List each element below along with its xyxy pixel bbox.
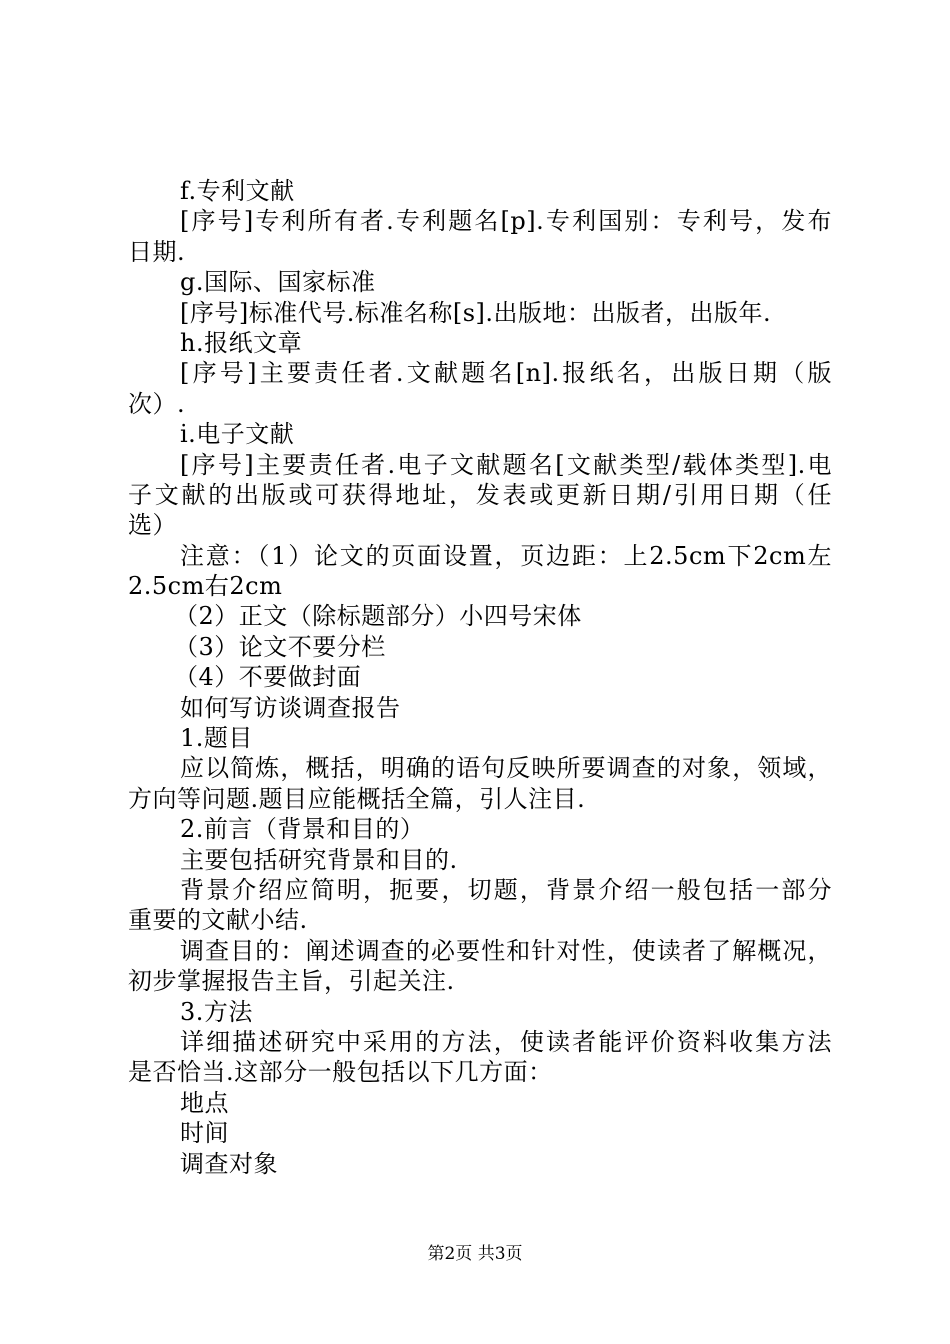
text-line: 是否恰当.这部分一般包括以下几方面： [128, 1058, 553, 1087]
text-line: 调查目的：阐述调查的必要性和针对性，使读者了解概况， [180, 936, 832, 965]
note-item: （3）论文不要分栏 [174, 632, 386, 661]
note-line: 注意：（1）论文的页面设置，页边距：上2.5cm下2cm左 [180, 541, 832, 570]
text-line: 背景介绍应简明，扼要，切题，背景介绍一般包括一部分 [180, 875, 832, 904]
list-item: 调查对象 [180, 1149, 278, 1178]
text-line: 主要包括研究背景和目的. [180, 845, 458, 874]
text-line: 初步掌握报告主旨，引起关注. [128, 967, 455, 996]
text-line: 重要的文献小结. [128, 906, 308, 935]
text-line: [序号]主要责任者.电子文献题名[文献类型/载体类型].电 [180, 450, 832, 479]
text-line: [序号]专利所有者.专利题名[p].专利国别：专利号，发布 [180, 207, 832, 236]
note-item: （4）不要做封面 [174, 663, 362, 692]
text-line: 应以简炼，概括，明确的语句反映所要调查的对象，领域， [180, 754, 832, 783]
text-line: 次）. [128, 389, 186, 418]
text-line: [序号]标准代号.标准名称[s].出版地：出版者，出版年. [180, 298, 772, 327]
text-line: 选） [128, 511, 177, 540]
text-line: 子文献的出版或可获得地址，发表或更新日期/引用日期（任 [128, 480, 832, 509]
note-line: 2.5cm右2cm [128, 572, 283, 601]
heading-newspaper: h.报纸文章 [180, 328, 303, 357]
text-line: 方向等问题.题目应能概括全篇，引人注目. [128, 784, 586, 813]
heading-title: 1.题目 [180, 724, 253, 753]
heading-preface: 2.前言（背景和目的） [180, 815, 425, 844]
list-item: 地点 [180, 1088, 229, 1117]
text-line: [序号]主要责任者.文献题名[n].报纸名，出版日期（版 [180, 359, 832, 388]
heading-patent: f.专利文献 [180, 177, 295, 205]
section-title: 如何写访谈调查报告 [180, 693, 401, 722]
document-body [128, 176, 832, 1179]
list-item: 时间 [180, 1119, 229, 1148]
heading-electronic: i.电子文献 [180, 420, 295, 449]
text-line: 详细描述研究中采用的方法，使读者能评价资料收集方法 [180, 1027, 832, 1056]
page-number: 第2页 共3页 [427, 1244, 523, 1264]
heading-standard: g.国际、国家标准 [180, 268, 376, 297]
text-line: 日期. [128, 237, 186, 266]
heading-method: 3.方法 [180, 997, 253, 1026]
note-item: （2）正文（除标题部分）小四号宋体 [174, 602, 582, 631]
